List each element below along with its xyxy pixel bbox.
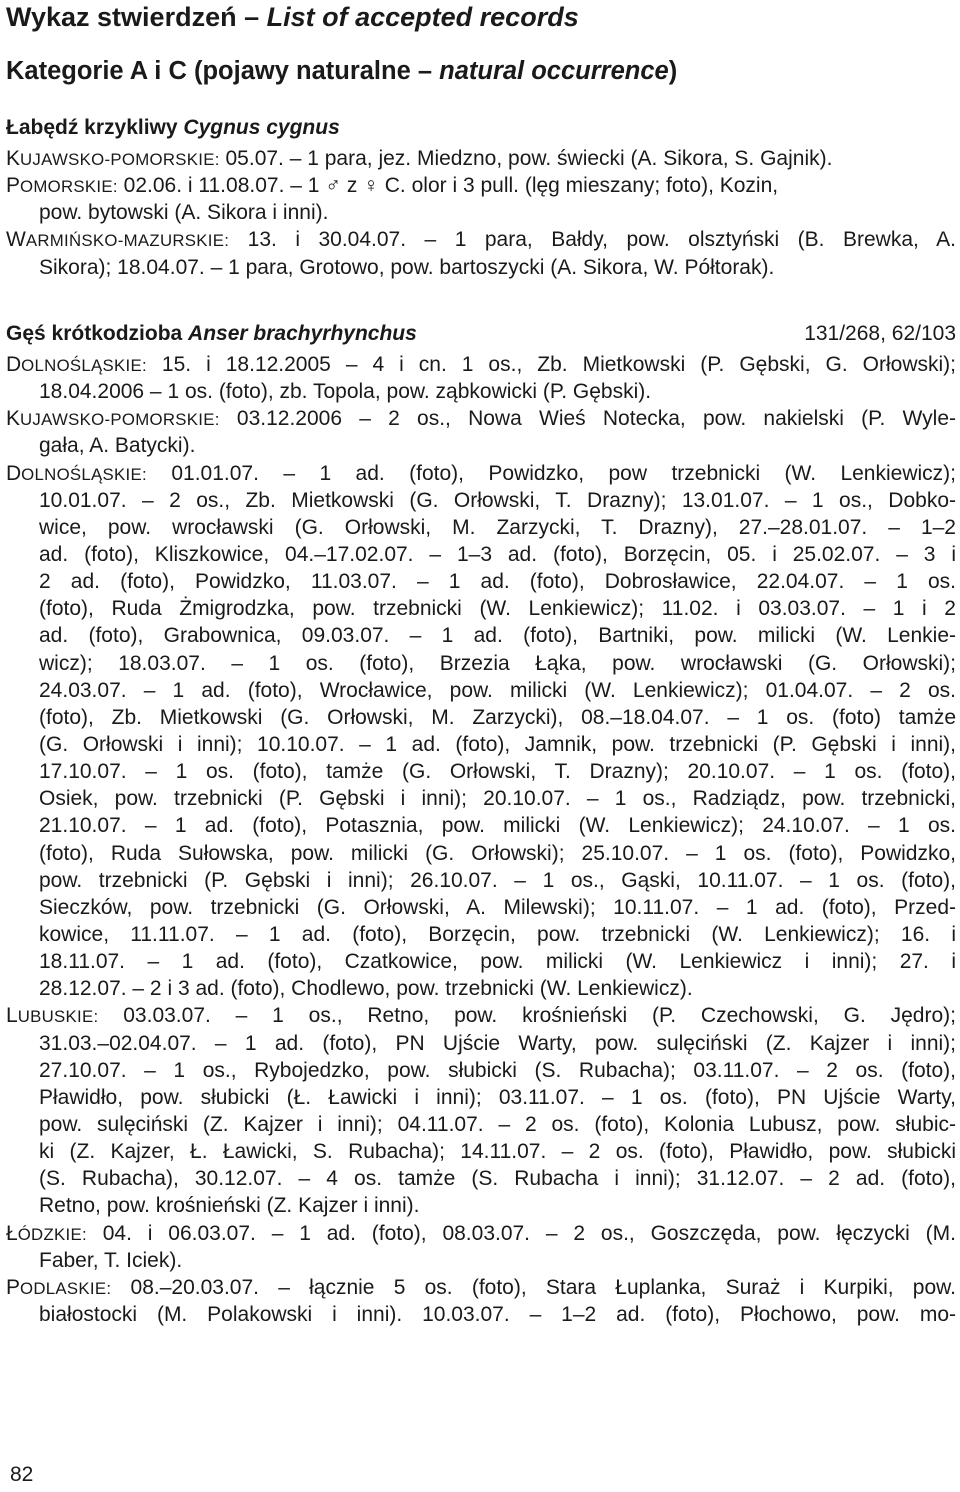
record-text: pow. trzebnicki (P. Gębski i inni); 26.10.07. – 1 os., Gąski, 10.11.07. – 1 os. (foto),: [39, 868, 956, 892]
record-line: [6, 1301, 956, 1328]
category-english: natural occurrence: [439, 57, 669, 85]
record-line: [6, 622, 956, 649]
category-polish: Kategorie A i C (pojawy naturalne –: [6, 57, 440, 85]
page-number: 82: [10, 1463, 34, 1486]
record-line: [6, 948, 956, 975]
record-text: ad. (foto), Grabownica, 09.03.07. – 1 ad. (foto), Bartniki, pow. milicki (W. Lenkie-: [39, 624, 956, 648]
region-name: ŁÓDZKIE:: [6, 1221, 87, 1245]
record-text: 03.12.2006 – 2 os., Nowa Wieś Notecka, pow. nakielski (P. Wyle-: [219, 407, 956, 431]
record-text: 18.11.07. – 1 ad. (foto), Czatkowice, pow. milicki (W. Lenkiewicz i inni); 27. i: [39, 950, 956, 974]
record-text: 04. i 06.03.07. – 1 ad. (foto), 08.03.07. – 2 os., Goszczęda, pow. łęczycki (M.: [86, 1221, 956, 1245]
record-line: [6, 1165, 956, 1192]
record-line-region-start: [6, 1220, 956, 1247]
record-line: [6, 677, 956, 704]
record-text: 17.10.07. – 1 os. (foto), tamże (G. Orłowski, T. Drazny); 20.10.07. – 1 os. (foto),: [39, 760, 956, 784]
record-text: 27.10.07. – 1 os., Rybojedzko, pow. słubicki (S. Rubacha); 03.11.07. – 2 os. (foto),: [39, 1058, 956, 1082]
page-heading: [6, 2, 579, 33]
record-line: [6, 731, 956, 758]
record-line: [6, 1084, 956, 1111]
record-line-region-start: [6, 405, 956, 432]
record-text: 03.03.07. – 1 os., Retno, pow. krośnieński (P. Czechowski, G. Jędro);: [98, 1004, 956, 1028]
record-line: [6, 975, 956, 1002]
record-text: ad. (foto), Kliszkowice, 04.–17.02.07. – 1–3 ad. (foto), Borzęcin, 05. i 25.02.07. – 3 i: [39, 542, 956, 566]
record-line: [6, 840, 956, 867]
species-heading-goose: [6, 322, 956, 346]
record-text: Sieczków, pow. trzebnicki (G. Orłowski, A. Milewski); 10.11.07. – 1 ad. (foto), Przed-: [39, 895, 956, 919]
species-heading-swan: [6, 116, 340, 140]
record-line-region-start: [6, 351, 956, 378]
record-text: 18.04.2006 – 1 os. (foto), zb. Topola, pow. ząbkowicki (P. Gębski).: [39, 380, 652, 404]
record-text: 10.01.07. – 2 os., Zb. Mietkowski (G. Orłowski, T. Drazny); 13.01.07. – 1 os., Dobko-: [39, 488, 956, 512]
record-line-region-start: [6, 460, 956, 487]
species-name-polish: Łabędź krzykliwy: [6, 116, 184, 139]
region-name: DOLNOŚLĄSKIE:: [6, 461, 147, 485]
record-text: pow. bytowski (A. Sikora i inni).: [39, 201, 329, 225]
record-text: 02.06. i 11.08.07. – 1 ♂ z ♀ C. olor i 3 pull. (lęg mieszany; foto), Kozin,: [117, 174, 779, 198]
record-text: (S. Rubacha), 30.12.07. – 4 os. tamże (S. Rubacha i inni); 31.12.07. – 2 ad. (foto),: [39, 1167, 956, 1191]
record-text: ki (Z. Kajzer, Ł. Ławicki, S. Rubacha); 14.11.07. – 2 os. (foto), Pławidło, pow. słubicki: [39, 1140, 956, 1164]
record-line: [6, 432, 956, 459]
record-line: [6, 1138, 956, 1165]
record-line: [6, 541, 956, 568]
record-line: [6, 378, 956, 405]
heading-polish: Wykaz stwierdzeń –: [6, 2, 267, 32]
record-line: [6, 785, 956, 812]
record-line: [6, 199, 956, 226]
record-line: [6, 254, 956, 281]
record-text: 2 ad. (foto), Powidzko, 11.03.07. – 1 ad. (foto), Dobrosławice, 22.04.07. – 1 os.: [39, 570, 956, 594]
record-line: [6, 595, 956, 622]
record-line: [6, 487, 956, 514]
record-text: Sikora); 18.04.07. – 1 para, Grotowo, pow. bartoszycki (A. Sikora, W. Półtorak).: [39, 255, 775, 279]
record-text: wice, pow. wrocławski (G. Orłowski, M. Zarzycki, T. Drazny), 27.–28.01.07. – 1–2: [39, 515, 956, 539]
record-line: [6, 650, 956, 677]
region-name: WARMIŃSKO-MAZURSKIE:: [6, 228, 230, 252]
record-line: [6, 812, 956, 839]
record-line: [6, 568, 956, 595]
record-text: 15. i 18.12.2005 – 4 i cn. 1 os., Zb. Mietkowski (P. Gębski, G. Orłowski);: [146, 353, 956, 376]
record-text: wicz); 18.03.07. – 1 os. (foto), Brzezia Łąka, pow. wrocławski (G. Orłowski);: [39, 651, 956, 675]
record-line: [6, 1111, 956, 1138]
record-text: (G. Orłowski i inni); 10.10.07. – 1 ad. (foto), Jamnik, pow. trzebnicki (P. Gębski i inni),: [39, 732, 956, 756]
record-line: [6, 1030, 956, 1057]
record-text: Osiek, pow. trzebnicki (P. Gębski i inni); 20.10.07. – 1 os., Radziądz, pow. trzebnicki,: [39, 787, 956, 811]
region-name: PODLASKIE:: [6, 1275, 112, 1299]
record-text: pow. sulęciński (Z. Kajzer i inni); 04.11.07. – 2 os. (foto), Kolonia Lubusz, pow. słubic-: [39, 1112, 956, 1136]
record-line: [6, 1057, 956, 1084]
heading-english: List of accepted records: [266, 2, 579, 32]
record-line-region-start: [6, 1274, 956, 1301]
record-text: białostocki (M. Polakowski i inni). 10.03.07. – 1–2 ad. (foto), Płochowo, pow. mo-: [39, 1302, 956, 1326]
record-text: 21.10.07. – 1 ad. (foto), Potasznia, pow. milicki (W. Lenkiewicz); 24.10.07. – 1 os.: [39, 814, 956, 838]
record-line: [6, 704, 956, 731]
record-text: Pławidło, pow. słubicki (Ł. Ławicki i inni); 03.11.07. – 1 os. (foto), PN Ujście Warty,: [39, 1085, 956, 1109]
species-name-latin: Cygnus cygnus: [183, 116, 340, 139]
region-name: DOLNOŚLĄSKIE:: [6, 353, 147, 376]
record-line: [6, 894, 956, 921]
record-line-region-start: [6, 172, 956, 199]
record-text: (foto), Ruda Żmigrodzka, pow. trzebnicki (W. Lenkiewicz); 11.02. i 03.03.07. – 1 i 2: [39, 597, 956, 621]
record-text: gała, A. Batycki).: [39, 434, 196, 458]
region-name: KUJAWSKO-POMORSKIE:: [6, 147, 220, 170]
record-text: 24.03.07. – 1 ad. (foto), Wrocławice, pow. milicki (W. Lenkiewicz); 01.04.07. – 2 os.: [39, 678, 956, 702]
record-line-region-start: [6, 145, 956, 172]
record-text: 13. i 30.04.07. – 1 para, Bałdy, pow. olsztyński (B. Brewka, A.: [229, 228, 956, 252]
species-name-latin: Anser brachyrhynchus: [188, 322, 417, 345]
record-line: [6, 758, 956, 785]
record-text: 08.–20.03.07. – łącznie 5 os. (foto), Stara Łuplanka, Suraż i Kurpiki, pow.: [111, 1275, 956, 1299]
record-text: Faber, T. Iciek).: [39, 1248, 183, 1272]
record-line-region-start: [6, 1002, 956, 1029]
species-records-goose: [6, 351, 956, 1328]
record-text: 05.07. – 1 para, jez. Miedzno, pow. świecki (A. Sikora, S. Gajnik).: [219, 147, 833, 170]
record-text: Retno, pow. krośnieński (Z. Kajzer i inni).: [39, 1194, 420, 1218]
species-name-polish: Gęś krótkodzioba: [6, 322, 189, 345]
record-text: (foto), Ruda Sułowska, pow. milicki (G. Orłowski); 25.10.07. – 1 os. (foto), Powidzko,: [39, 841, 956, 865]
record-text: 01.01.07. – 1 ad. (foto), Powidzko, pow trzebnicki (W. Lenkiewicz);: [146, 461, 956, 485]
category-heading: [6, 57, 677, 86]
record-reference-count: 131/268, 62/103: [804, 322, 956, 345]
record-line: [6, 1247, 956, 1274]
region-name: LUBUSKIE:: [6, 1004, 99, 1028]
region-name: KUJAWSKO-POMORSKIE:: [6, 407, 220, 431]
category-close: ): [668, 57, 678, 85]
record-text: kowice, 11.11.07. – 1 ad. (foto), Borzęcin, pow. trzebnicki (W. Lenkiewicz); 16. i: [39, 922, 956, 946]
record-text: (foto), Zb. Mietkowski (G. Orłowski, M. Zarzycki), 08.–18.04.07. – 1 os. (foto) tamże: [39, 705, 956, 729]
species-records-swan: [6, 145, 956, 281]
record-line-region-start: [6, 226, 956, 253]
record-text: 28.12.07. – 2 i 3 ad. (foto), Chodlewo, pow. trzebnicki (W. Lenkiewicz).: [39, 977, 693, 1001]
record-line: [6, 921, 956, 948]
record-text: 31.03.–02.04.07. – 1 ad. (foto), PN Ujście Warty, pow. sulęciński (Z. Kajzer i inni);: [39, 1031, 956, 1055]
record-line: [6, 867, 956, 894]
record-line: [6, 1192, 956, 1219]
region-name: POMORSKIE:: [6, 174, 118, 198]
record-line: [6, 514, 956, 541]
